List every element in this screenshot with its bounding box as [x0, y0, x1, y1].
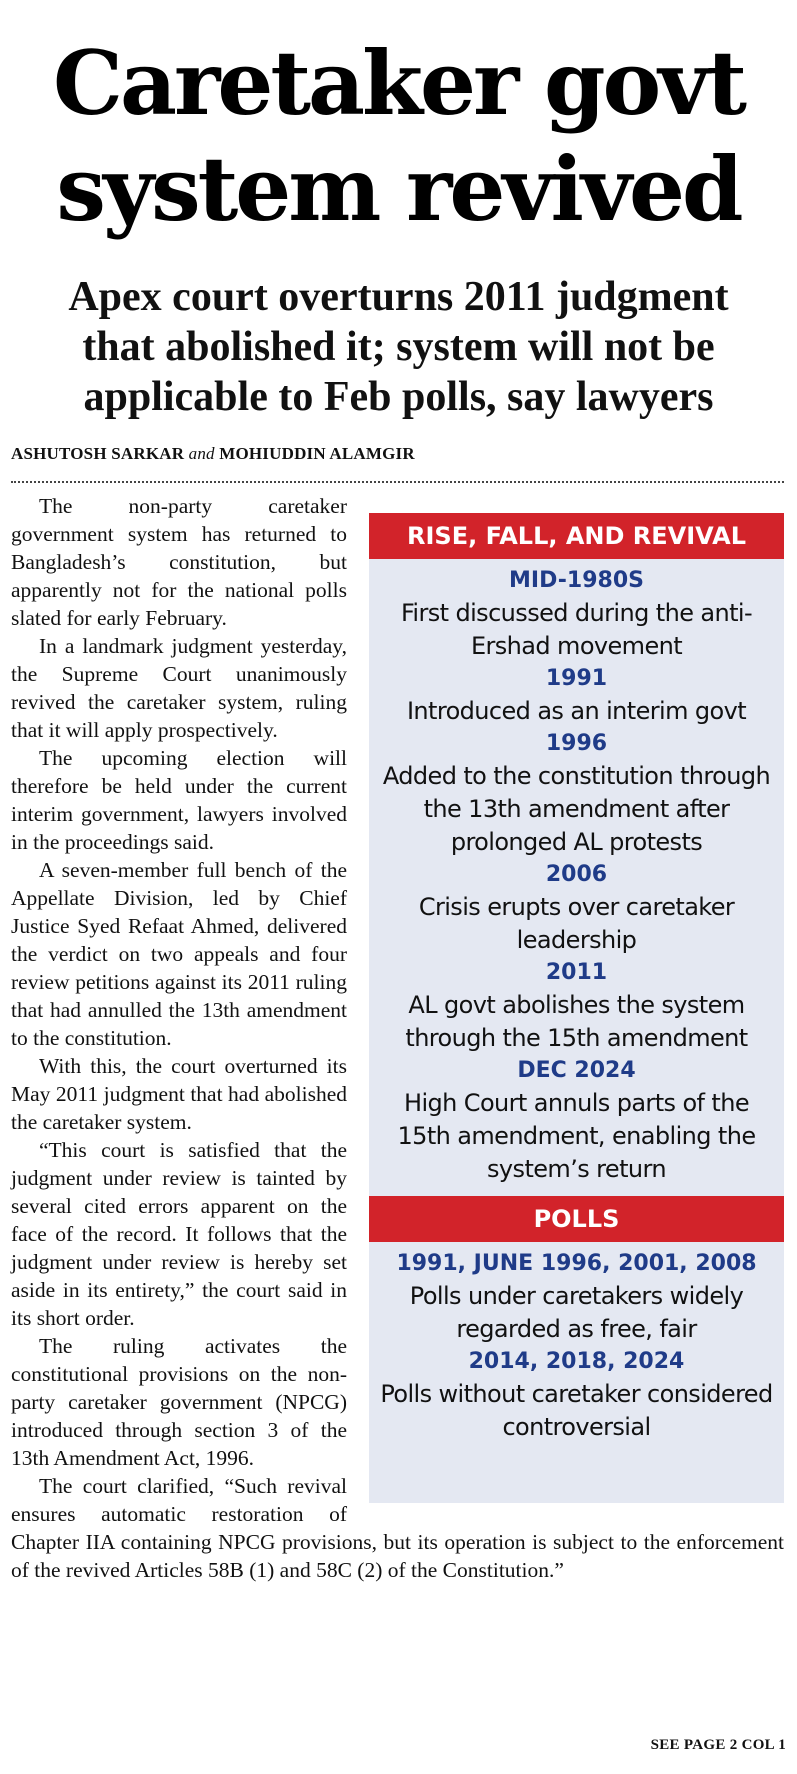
byline-author-1: ASHUTOSH SARKAR [11, 444, 185, 463]
headline [0, 30, 797, 242]
headline-line-1: Caretaker govt [52, 31, 745, 135]
timeline-description: High Court annuls parts of the 15th amendment, enabling the system’s return [397, 1089, 756, 1183]
timeline-entry [375, 663, 778, 728]
article-paragraph: In a landmark judgment yesterday, the Supreme Court unanimously revived the caretaker system, ruling that it will apply prospectively. [11, 634, 347, 742]
polls-entry [375, 1346, 778, 1444]
timeline-year: MID-1980S [509, 568, 644, 593]
subheadline-line-3: applicable to Feb polls, say lawyers [83, 374, 714, 420]
timeline-entry [375, 565, 778, 663]
timeline-year: 2011 [545, 960, 608, 985]
timeline-description: Crisis erupts over caretaker leadership [418, 893, 735, 954]
article-paragraph: “This court is satisfied that the judgment under review is tainted by several cited errors apparent on the face of the record. It follows that the judgment under review is hereby set aside in its entirety,” the court said in its short order. [11, 1138, 347, 1330]
article-body [11, 492, 784, 1584]
polls-entry [375, 1248, 778, 1346]
headline-line-2: system revived [56, 137, 741, 241]
polls-sidebar-title: POLLS [369, 1196, 784, 1242]
polls-years: 1991, JUNE 1996, 2001, 2008 [396, 1251, 757, 1276]
article-paragraph: The court clarified, “Such revival ensures automatic restoration of Chapter IIA containing NPCG provisions, but its operation is subject to the enforcement of the revived Articles 58B (1) and 58C (2) of the Constitution.” [11, 1474, 784, 1582]
timeline-description: First discussed during the anti-Ershad movement [400, 599, 753, 660]
timeline-entry [375, 728, 778, 859]
continuation-jump-line: SEE PAGE 2 COL 1 [650, 1737, 786, 1753]
timeline-description: AL govt abolishes the system through the 15th amendment [405, 991, 748, 1052]
subheadline-line-1: Apex court overturns 2011 judgment [68, 274, 729, 320]
subheadline [0, 272, 797, 422]
article-paragraph: The non-party caretaker government system has returned to Bangladesh’s constitution, but apparently not for the national polls slated for early February. [11, 494, 347, 630]
byline-author-2: MOHIUDDIN ALAMGIR [219, 444, 415, 463]
timeline-description: Introduced as an interim govt [406, 697, 747, 725]
timeline-year: 2006 [545, 862, 608, 887]
subheadline-line-2: that abolished it; system will not be [82, 324, 715, 370]
timeline-year: 1991 [545, 666, 608, 691]
polls-list [369, 1242, 784, 1454]
byline-conjunction: and [188, 444, 215, 463]
polls-years: 2014, 2018, 2024 [468, 1349, 685, 1374]
polls-description: Polls without caretaker considered controversial [380, 1380, 773, 1441]
timeline-entry [375, 957, 778, 1055]
timeline-sidebar [369, 513, 784, 1503]
timeline-list [369, 559, 784, 1196]
timeline-year: DEC 2024 [517, 1058, 636, 1083]
timeline-year: 1996 [545, 731, 608, 756]
article-paragraph: With this, the court overturned its May 2011 judgment that had abolished the caretaker system. [11, 1054, 347, 1134]
byline [11, 444, 415, 464]
timeline-description: Added to the constitution through the 13th amendment after prolonged AL protests [382, 762, 771, 856]
polls-description: Polls under caretakers widely regarded as free, fair [409, 1282, 744, 1343]
article-paragraph: The upcoming election will therefore be held under the current interim government, lawyers involved in the proceedings said. [11, 746, 347, 854]
dotted-divider [11, 481, 784, 483]
article-paragraph: A seven-member full bench of the Appellate Division, led by Chief Justice Syed Refaat Ahmed, delivered the verdict on two appeals and four review petitions against its 2011 ruling that had annulled the 13th amendment to the constitution. [11, 858, 347, 1050]
timeline-entry [375, 1055, 778, 1186]
timeline-sidebar-title: RISE, FALL, AND REVIVAL [369, 513, 784, 559]
article-paragraph: The ruling activates the constitutional provisions on the non-party caretaker government (NPCG) introduced through section 3 of the 13th Amendment Act, 1996. [11, 1334, 347, 1470]
timeline-entry [375, 859, 778, 957]
